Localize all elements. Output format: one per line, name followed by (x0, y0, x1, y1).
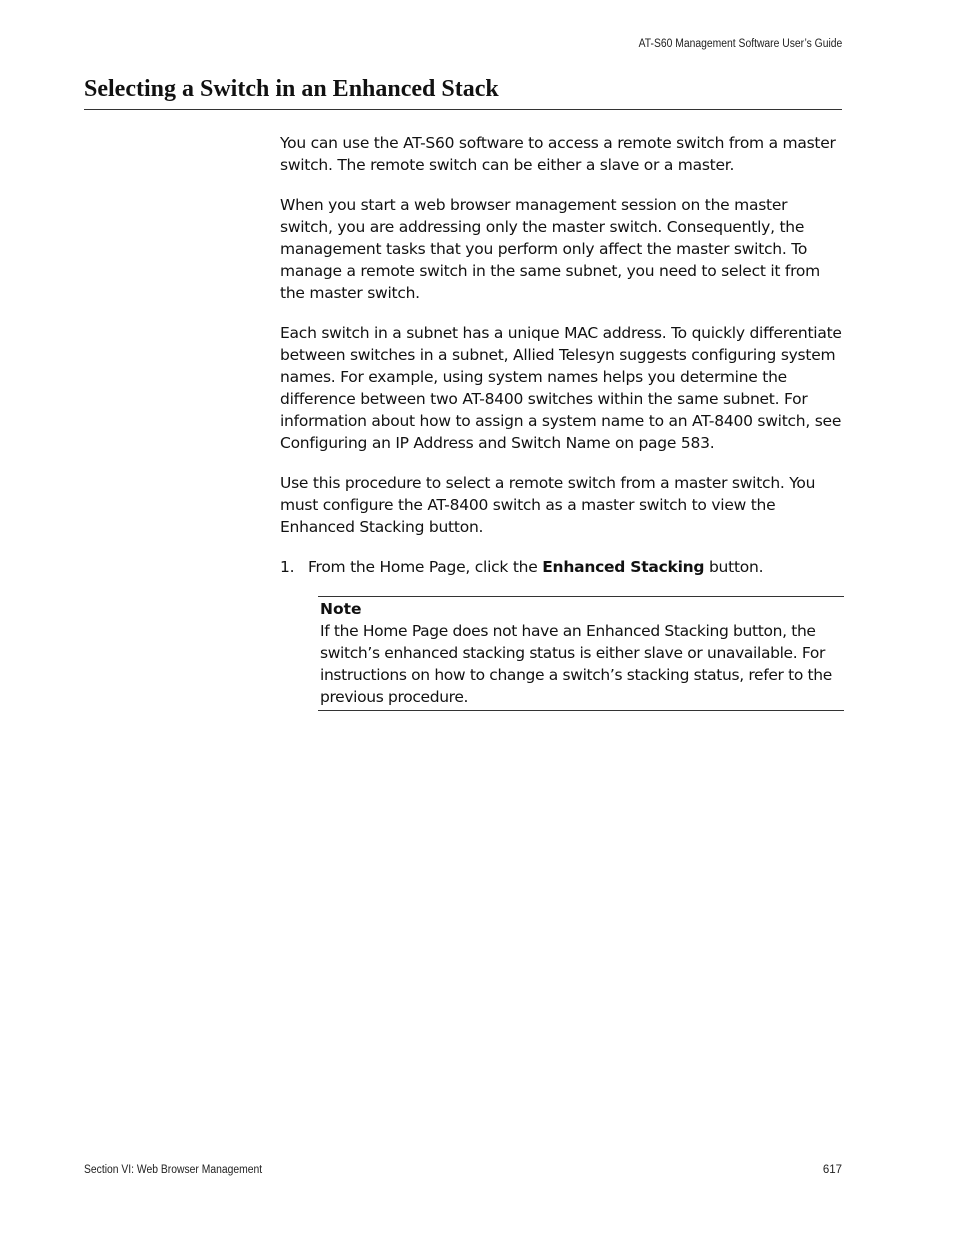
note-text: If the Home Page does not have an Enhanced Stacking button, the switch’s enhanced stacking status is either slave or unavailable. For instructions on how to change a switch’s stacking status, refer to the previous procedure. (320, 622, 832, 706)
body-column (280, 132, 842, 711)
note-label: Note (320, 600, 362, 618)
paragraph-session: When you start a web browser management session on the master switch, you are addressing only the master switch. Consequently, the management tasks that you perform only affect the master switch. To manage a remote switch in the same subnet, you need to select it from the master switch. (280, 196, 821, 302)
paragraph-procedure: Use this procedure to select a remote switch from a master switch. You must configure the AT-8400 switch as a master switch to view the Enhanced Stacking button. (280, 474, 816, 536)
step-text (308, 556, 763, 578)
step-text-before: From the Home Page, click the (308, 558, 543, 576)
section-title: Selecting a Switch in an Enhanced Stack (84, 76, 499, 102)
running-header: AT-S60 Management Software User’s Guide (638, 38, 842, 50)
footer-section: Section VI: Web Browser Management (84, 1164, 263, 1176)
footer-page-number: 617 (822, 1164, 842, 1176)
title-rule (84, 109, 842, 110)
step-bold-term: Enhanced Stacking (542, 558, 705, 576)
step-1 (280, 556, 842, 578)
paragraph-mac-address: Each switch in a subnet has a unique MAC address. To quickly differentiate between switches in a subnet, Allied Telesyn suggests configuring system names. For example, using system names helps you determine the difference between two AT-8400 switches within the same subnet. For information about how to assign a system name to an AT-8400 switch, see Configuring an IP Address and Switch Name on page 583. (280, 324, 842, 452)
paragraph-intro: You can use the AT-S60 software to access a remote switch from a master switch. The remote switch can be either a slave or a master. (280, 134, 836, 174)
step-text-after: button. (704, 558, 764, 576)
step-number: 1. (280, 558, 295, 576)
note-box (318, 596, 844, 711)
